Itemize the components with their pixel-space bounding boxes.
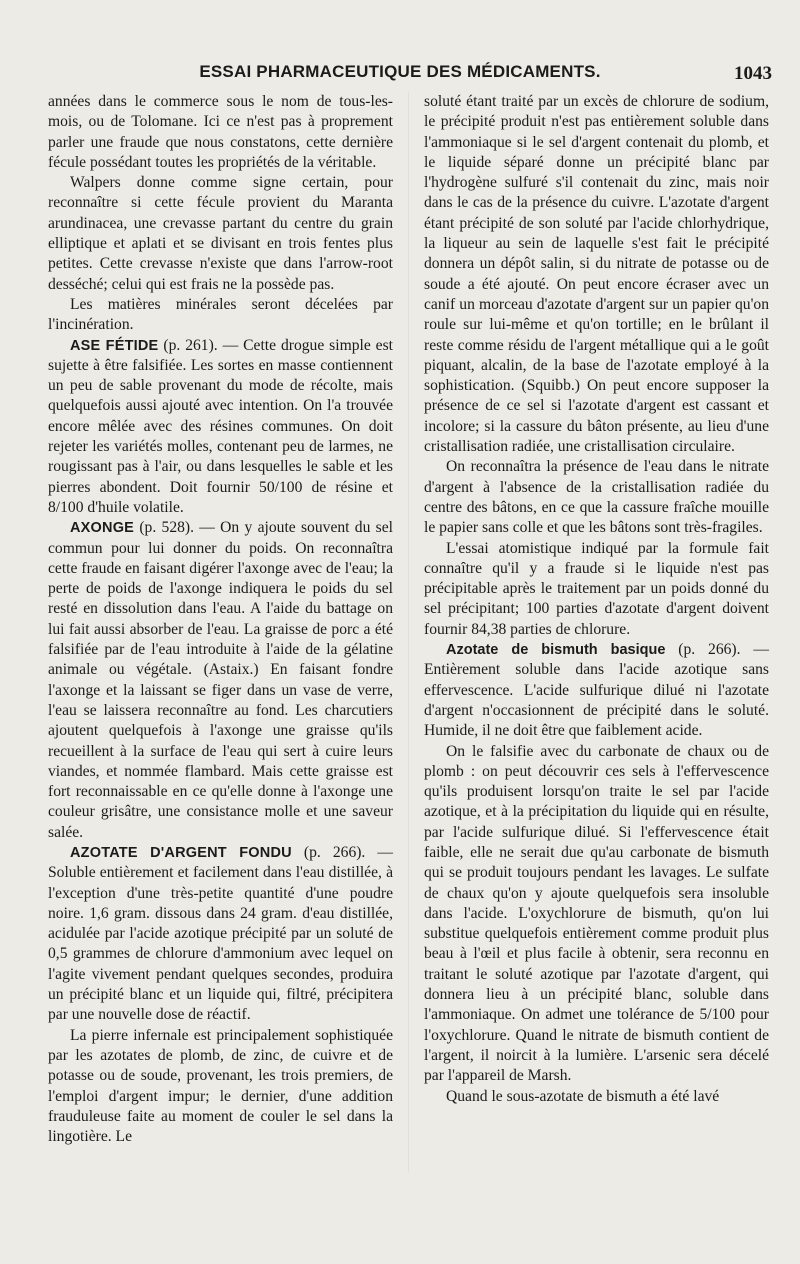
paragraph: Quand le sous-azotate de bismuth a été lavé: [446, 1087, 720, 1105]
paragraph: On reconnaîtra la présence de l'eau dans le nitrate d'argent à l'absence de la cristallisation radiée du centre des bâtons, en ce que la cassure fraîche mouille le papier sans colle et que les bâtons sont très-fragiles.: [424, 458, 769, 537]
entry-heading: AXONGE: [70, 520, 135, 537]
paragraph: soluté étant traité par un excès de chlorure de sodium, le précipité produit n'est pas entièrement soluble dans l'ammoniaque si le sel d'argent contenait du plomb, et le liquide séparé donne un précipité blanc par l'hydrogène sulfuré s'il contenait du zinc, mais noir dans le cas de la présence du cuivre. L'azotate d'argent étant précipité de son soluté par l'acide chlorhydrique, la liqueur au sein de laquelle s'est fait le précipité donnera un dépôt salin, si du nitrate de potasse ou de soude a été ajouté. On peut encore écraser avec un canif un morceau d'azotate d'argent sur un papier qu'on roule sur lui-même et qu'on tortille; en le brûlant il reste comme résidu de l'argent métallique qui a le goût piquant, alcalin, de la base de l'azotate employé à la sophistication. (Squibb.) On peut encore supposer la présence de ce sel si l'azotate d'argent est cassant et incolore; si la cassure du bâton présente, au lieu d'une cristallisation radiée, une cristallisation circulaire.: [424, 93, 769, 456]
paragraph: L'essai atomistique indiqué par la formule fait connaître qu'il y a fraude si le liquide n'est pas précipitable après le traitement par un poids donné du sel précipitant; 100 parties d'azotate d'argent doivent fournir 84,38 parties de chlorure.: [424, 539, 769, 638]
paragraph: Walpers donne comme signe certain, pour reconnaître si cette fécule provient du Maranta arundinacea, une crevasse partant du centre du grain elliptique et aplati et se divisant en trois fentes plus petites. Cette crevasse n'existe que dans l'arrow-root desséché; celui qui est frais ne la possède pas.: [48, 174, 393, 293]
running-title: ESSAI PHARMACEUTIQUE DES MÉDICAMENTS.: [199, 62, 601, 81]
entry-heading: ASE FÉTIDE: [70, 337, 159, 354]
page-number: 1043: [734, 63, 772, 84]
left-column: [48, 92, 393, 1147]
paragraph: La pierre infernale est principalement sophistiquée par les azotates de plomb, de zinc, de cuivre et de potasse ou de soude, provenant, les trois premiers, de l'emploi d'argent impur; le dernier, d'une addition frauduleuse faite au moment de couler le sel dans la lingotière. Le: [48, 1026, 393, 1146]
entry-ase-fetide: [48, 336, 393, 519]
entry-body: (p. 261). — Cette drogue simple est sujette à être falsifiée. Les sortes en masse contiennent un peu de sable provenant du mode de récolte, mais quelquefois aussi ajouté avec intention. On l'a trouvée encore mêlée avec des résines communes. On doit rejeter les variétés molles, contenant peu de larmes, ne rougissant pas à l'air, ou dans lesquelles le sable et les pierres abondent. Doit fournir 50/100 de résine et 8/100 d'huile volatile.: [48, 336, 394, 516]
paragraph: Les matières minérales seront décelées par l'incinération.: [48, 295, 393, 334]
entry-azotate-argent: [48, 843, 393, 1026]
entry-axonge: [48, 518, 393, 843]
column-gutter: [408, 92, 409, 1172]
page-header: [0, 60, 800, 86]
entry-heading: AZOTATE D'ARGENT FONDU: [70, 844, 292, 861]
entry-body: (p. 528). — On y ajoute souvent du sel commun pour lui donner du poids. On reconnaîtra cette fraude en faisant digérer l'axonge avec de l'eau; la perte de poids de l'axonge indiquera le poids du sel resté en dissolution dans l'eau. A l'aide du battage on lui fait aussi absorber de l'eau. La graisse de porc a été falsifiée par de l'eau introduite à l'aide de la gélatine animale ou végétale. (Astaix.) En faisant fondre l'axonge et la laissant se figer dans un vase de verre, l'eau se laissera reconnaître au fond. Les charcutiers ajoutent quelquefois à l'axonge une graisse qu'ils recueillent à la surface de l'eau qui sert à cuire leurs viandes, et nommée flambard. Mais cette graisse est fort reconnaissable en ce qu'elle donne à l'axonge une couleur grisâtre, une consistance molle et une saveur salée.: [48, 519, 393, 841]
paragraph: années dans le commerce sous le nom de tous-les-mois, ou de Tolomane. Ici ce n'est pas à proprement parler une fraude que nous constatons, cette dernière fécule possédant toutes les propriétés de la véritable.: [48, 93, 393, 171]
paragraph: On le falsifie avec du carbonate de chaux ou de plomb : on peut découvrir ces sels à l'effervescence qu'ils produisent lorsqu'on traite le sel par l'acide azotique, et à la précipitation du liquide qui en résulte, par l'acide sulfurique dilué. Si l'effervescence était faible, elle ne serait due qu'au carbonate de bismuth qui se produit toujours pendant les lavages. Le sulfate de chaux qu'on y ajoute quelquefois sera insoluble dans l'acide. L'oxychlorure de bismuth, qu'on lui substitue quelquefois entièrement comme produit plus beau à l'œil et plus facile à obtenir, sera reconnu en traitant le soluté azotique par l'azotate d'argent, qui donnera lieu à un précipité blanc, soluble dans l'ammoniaque. On admet une tolérance de 5/100 pour l'oxychlorure. Quand le nitrate de bismuth contient de l'argent, il noircit à la lumière. L'arsenic sera décelé par l'appareil de Marsh.: [424, 742, 769, 1085]
entry-heading: Azotate de bismuth basique: [446, 642, 666, 659]
entry-body: (p. 266). — Soluble entièrement et facilement dans l'eau distillée, à l'exception d'une très-petite quantité d'une poudre noire. 1,6 gram. dissous dans 24 gram. d'eau distillée, acidulée par l'acide azotique précipité par un soluté de 0,5 grammes de chlorure d'ammonium avec lequel on l'agite vivement pendant quelques secondes, produira un précipité blanc et un liquide qui, filtré, précipitera par une nouvelle dose de réactif.: [48, 843, 393, 1024]
entry-azotate-bismuth: [424, 640, 769, 741]
entry-body: (p. 266). — Entièrement soluble dans l'acide azotique sans effervescence. L'acide sulfurique dilué ni l'azotate d'argent n'occasionnent de précipité dans le soluté. Humide, il ne doit être que faiblement acide.: [424, 641, 769, 740]
right-column: [424, 92, 769, 1107]
